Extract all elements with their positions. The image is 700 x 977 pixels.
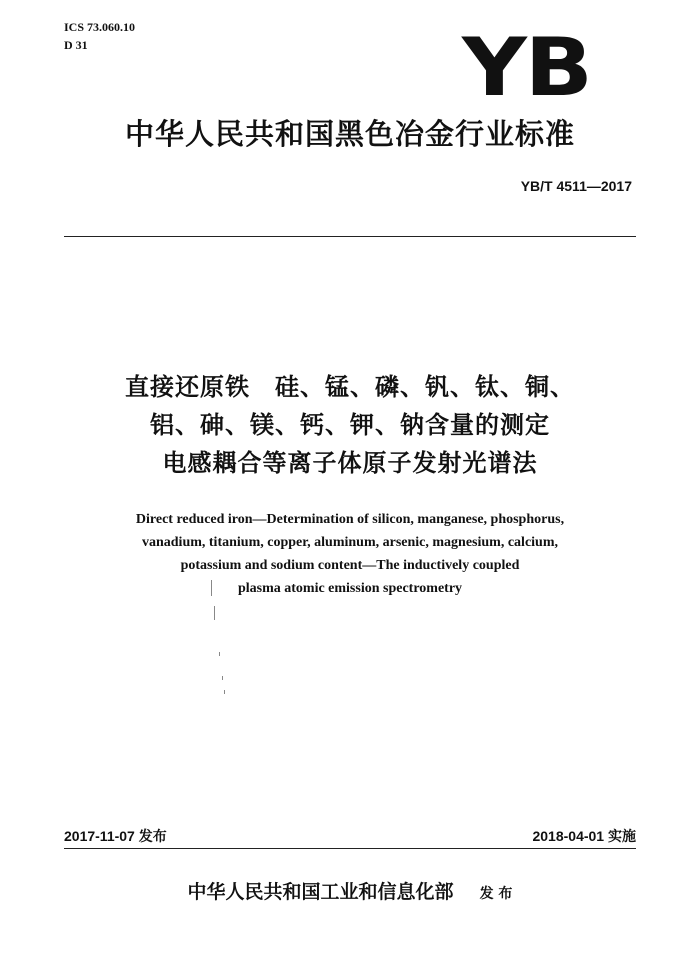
- chinese-title: [0, 368, 700, 482]
- ccs-code: D 31: [64, 38, 88, 52]
- footer-divider: [64, 848, 636, 849]
- english-title-line: potassium and sodium content—The inductively coupled: [180, 558, 520, 573]
- publish-label: 发 布: [479, 886, 513, 902]
- english-title: [0, 508, 700, 600]
- english-title-line: plasma atomic emission spectrometry: [237, 581, 463, 596]
- chinese-title-line: 直接还原铁 硅、锰、磷、钒、钛、铜、: [125, 373, 575, 401]
- yb-logo: YB: [462, 21, 591, 114]
- issuing-authority: [0, 878, 700, 908]
- standard-category-title: 中华人民共和国黑色冶金行业标准: [124, 117, 575, 151]
- classification-codes: [64, 18, 135, 54]
- chinese-title-line: 铝、砷、镁、钙、钾、钠含量的测定: [150, 411, 550, 439]
- scan-mark: [224, 690, 225, 694]
- scan-mark: [222, 676, 223, 680]
- issuer-name: 中华人民共和国工业和信息化部: [187, 881, 454, 903]
- chinese-title-line: 电感耦合等离子体原子发射光谱法: [162, 449, 538, 477]
- ics-code: ICS 73.060.10: [64, 20, 136, 34]
- scan-mark: [214, 606, 215, 620]
- english-title-line: vanadium, titanium, copper, aluminum, arsenic, magnesium, calcium,: [141, 535, 558, 550]
- scan-mark: [219, 652, 220, 656]
- english-title-line: Direct reduced iron—Determination of silicon, manganese, phosphorus,: [135, 512, 565, 527]
- implementation-date: 2018-04-01 实施: [532, 828, 636, 844]
- scan-mark: [211, 580, 212, 596]
- issue-date: 2017-11-07 发布: [64, 828, 167, 844]
- header-divider: [64, 236, 636, 237]
- standard-code: YB/T 4511—2017: [520, 178, 632, 194]
